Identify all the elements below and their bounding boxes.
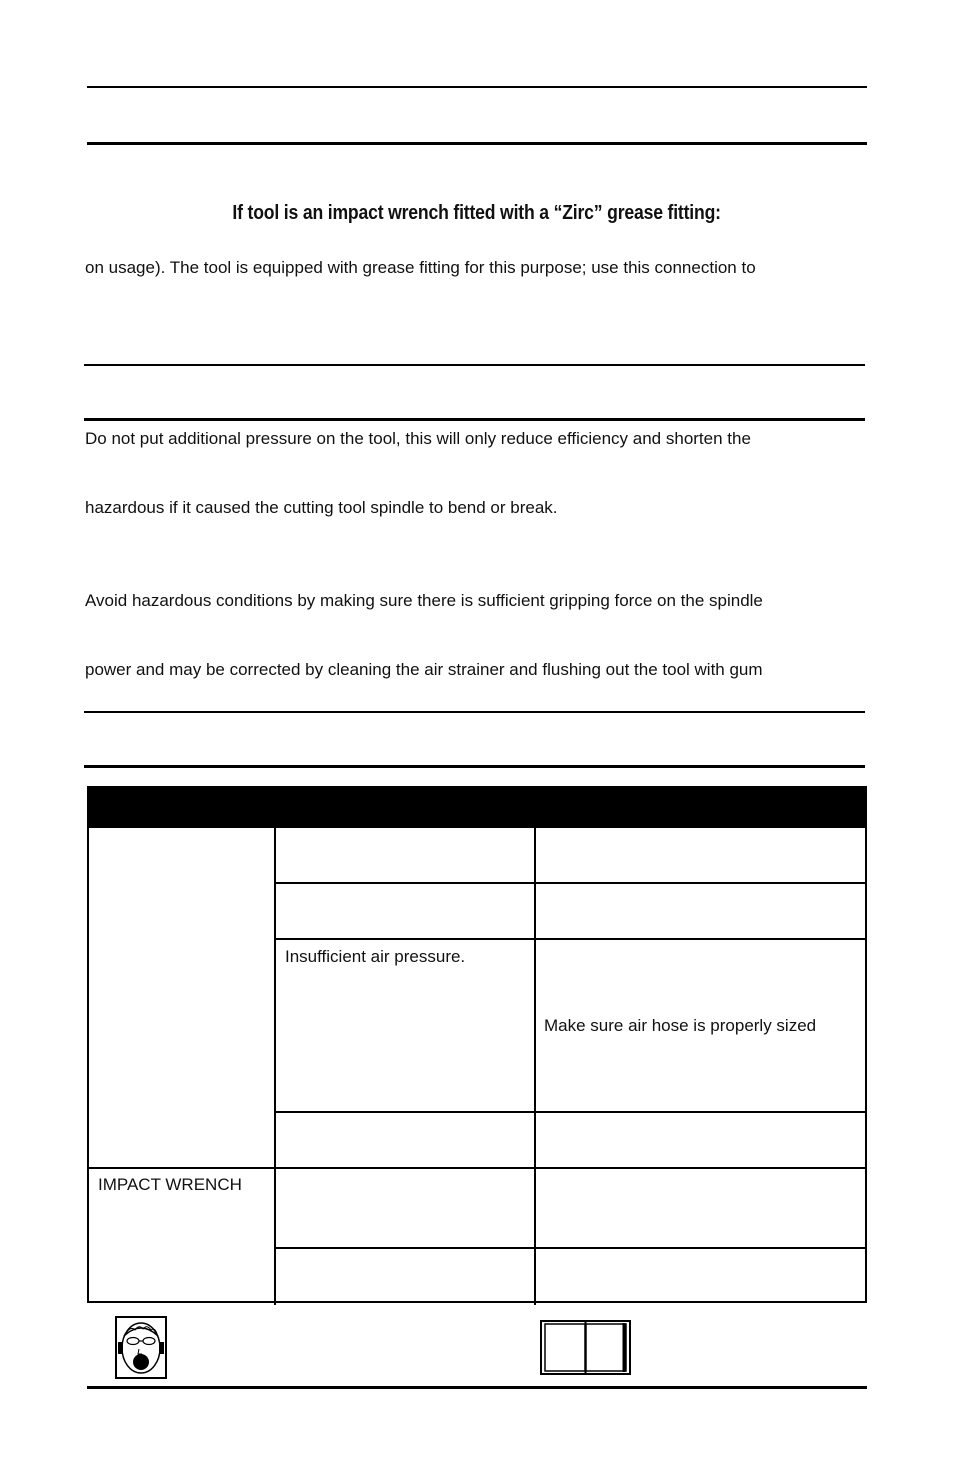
table-header bbox=[89, 788, 865, 828]
row-divider-2 bbox=[276, 938, 867, 940]
cause-insufficient-air: Insufficient air pressure. bbox=[285, 947, 466, 966]
power-paragraph-line: power and may be corrected by cleaning the air strainer and flushing out the tool with gum bbox=[85, 660, 763, 679]
row-divider-1 bbox=[276, 882, 867, 884]
row-divider-3 bbox=[276, 1111, 867, 1113]
remedy-hose-size: Make sure air hose is properly sized bbox=[544, 1016, 817, 1035]
top-rule-1 bbox=[87, 86, 867, 88]
troubleshooting-table bbox=[87, 786, 867, 1303]
section-rule-1 bbox=[84, 364, 865, 366]
column-divider-1 bbox=[274, 828, 276, 1305]
row-divider-4 bbox=[89, 1167, 867, 1169]
section-heading: If tool is an impact wrench fitted with a “Zirc” grease fitting: bbox=[232, 202, 721, 224]
pressure-paragraph-line: Do not put additional pressure on the tool, this will only reduce efficiency and shorten the bbox=[85, 429, 751, 448]
hazard-paragraph-line: hazardous if it caused the cutting tool spindle to bend or break. bbox=[85, 498, 558, 517]
section-rule-2 bbox=[84, 418, 865, 421]
row-label-impact-wrench: IMPACT WRENCH bbox=[98, 1175, 242, 1194]
ear-eye-protection-icon bbox=[115, 1316, 167, 1379]
section-rule-4 bbox=[84, 765, 865, 768]
section-rule-3 bbox=[84, 711, 865, 713]
grease-paragraph-line: on usage). The tool is equipped with grease fitting for this purpose; use this connection to bbox=[85, 258, 756, 277]
column-divider-2 bbox=[534, 828, 536, 1305]
read-manual-book-icon bbox=[540, 1320, 631, 1375]
top-rule-2 bbox=[87, 142, 867, 145]
grip-paragraph-line: Avoid hazardous conditions by making sure there is sufficient gripping force on the spindle bbox=[85, 591, 763, 610]
row-divider-5 bbox=[276, 1247, 867, 1249]
bottom-rule bbox=[87, 1386, 867, 1389]
